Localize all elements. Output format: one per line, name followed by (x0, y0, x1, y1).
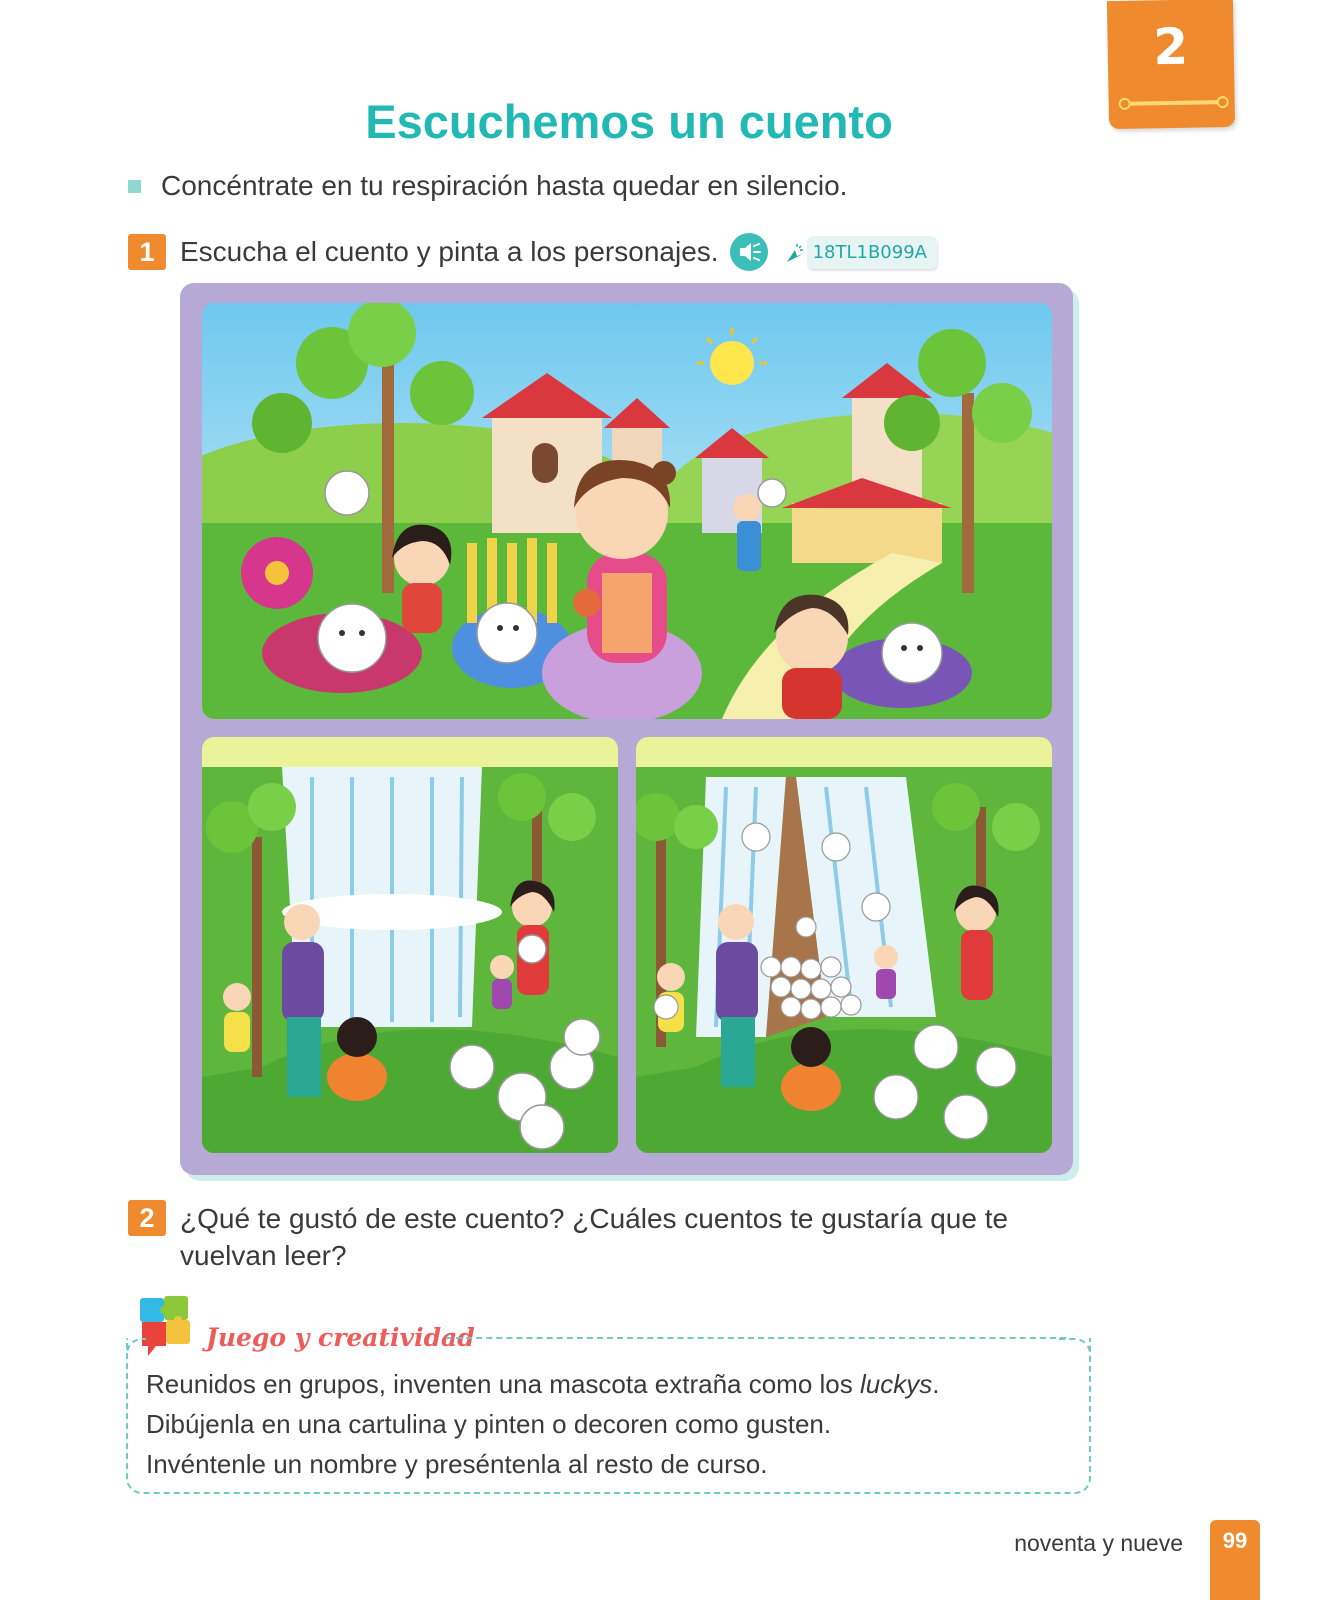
page-title: Escuchemos un cuento (365, 95, 893, 148)
juego-line-2: Dibújenla en una cartulina y pinten o decoren como gusten. (146, 1409, 832, 1439)
bullet-square-icon (128, 180, 141, 193)
instruction-line (128, 170, 847, 202)
resource-code: 18TL1B099A (807, 236, 937, 269)
page-number-words: noventa y nueve (1014, 1530, 1183, 1556)
activity-2 (128, 1200, 1080, 1274)
story-illustrations (180, 283, 1073, 1175)
juego-text (146, 1364, 939, 1484)
activity-1-text: Escucha el cuento y pinta a los personajes. (180, 236, 719, 267)
juego-line-3: Invéntenle un nombre y preséntenla al resto de curso. (146, 1449, 768, 1479)
digital-resource-tag[interactable] (783, 236, 937, 269)
activity-2-text: ¿Qué te gustó de este cuento? ¿Cuáles cuentos te gustaría que te vuelvan leer? (180, 1203, 1009, 1271)
instruction-text: Concéntrate en tu respiración hasta quedar en silencio. (161, 170, 848, 201)
page-number: 99 (1210, 1520, 1260, 1600)
activity-2-number: 2 (128, 1200, 166, 1236)
activity-1-number: 1 (128, 234, 166, 270)
activity-1 (128, 232, 937, 272)
juego-title: Juego y creatividad (206, 1323, 475, 1352)
illustration-waterfall-scene (202, 737, 618, 1153)
unit-number: 2 (1152, 17, 1189, 77)
illustration-village-scene (202, 303, 1052, 719)
cursor-click-icon (783, 240, 807, 264)
audio-icon[interactable] (729, 232, 769, 272)
juego-line-1: Reunidos en grupos, inventen una mascota extraña como los luckys. (146, 1369, 940, 1399)
illustration-waterfall-luckys-scene (636, 737, 1052, 1153)
